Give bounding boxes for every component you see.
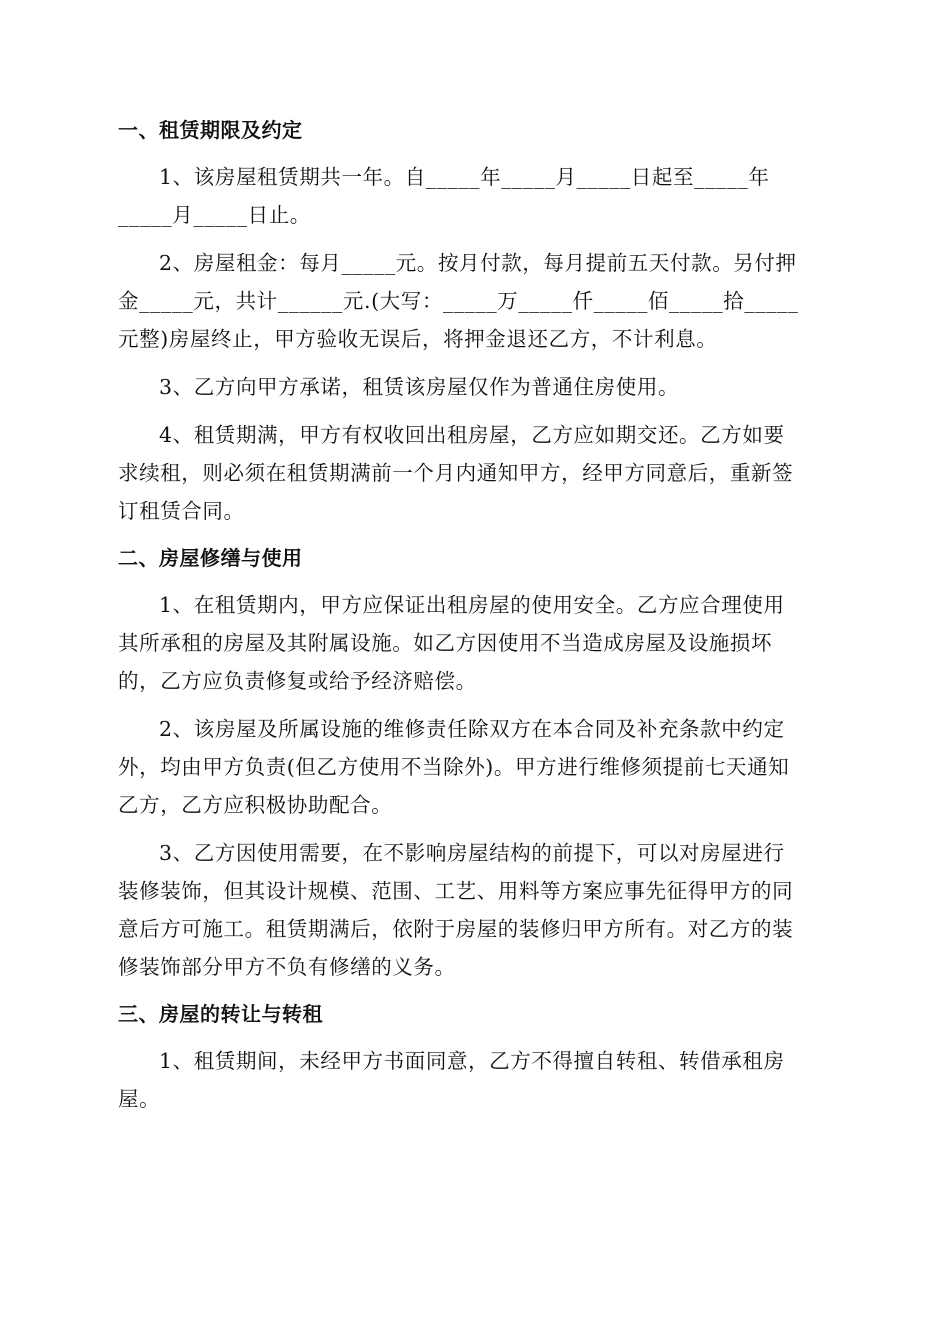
paragraph-line: 的，乙方应负责修复或给予经济赔偿。 (118, 669, 477, 693)
paragraph-line: _____月_____日止。 (118, 203, 311, 227)
paragraph-line: 屋。 (118, 1087, 161, 1111)
paragraph (118, 1042, 832, 1118)
paragraph-line: 3、乙方向甲方承诺，租赁该房屋仅作为普通住房使用。 (159, 375, 680, 399)
paragraph-line: 3、乙方因使用需要，在不影响房屋结构的前提下，可以对房屋进行 (159, 841, 785, 865)
document-body (118, 112, 832, 1128)
paragraph-line: 外，均由甲方负责(但乙方使用不当除外)。甲方进行维修须提前七天通知 (118, 755, 790, 779)
paragraph-line: 订租赁合同。 (118, 499, 245, 523)
section-heading: 二、房屋修缮与使用 (118, 546, 303, 570)
paragraph (118, 416, 832, 530)
paragraph (118, 710, 832, 824)
paragraph-line: 求续租，则必须在租赁期满前一个月内通知甲方，经甲方同意后，重新签 (118, 461, 794, 485)
paragraph-line: 其所承租的房屋及其附属设施。如乙方因使用不当造成房屋及设施损坏 (118, 631, 773, 655)
paragraph-line: 金_____元，共计______元.(大写：_____万_____仟_____佰_____拾_____ (118, 289, 799, 313)
paragraph (118, 586, 832, 700)
paragraph-line: 1、租赁期间，未经甲方书面同意，乙方不得擅自转租、转借承租房 (159, 1049, 785, 1073)
section-transfer-and-sublease (118, 996, 832, 1118)
paragraph (118, 368, 832, 406)
section-repair-and-use (118, 540, 832, 986)
paragraph-line: 2、该房屋及所属设施的维修责任除双方在本合同及补充条款中约定 (159, 717, 785, 741)
paragraph-line: 修装饰部分甲方不负有修缮的义务。 (118, 955, 456, 979)
section-heading: 三、房屋的转让与转租 (118, 1002, 323, 1026)
paragraph-line: 装修装饰，但其设计规模、范围、工艺、用料等方案应事先征得甲方的同 (118, 879, 794, 903)
paragraph-line: 意后方可施工。租赁期满后，依附于房屋的装修归甲方所有。对乙方的装 (118, 917, 794, 941)
paragraph-line: 2、房屋租金：每月_____元。按月付款，每月提前五天付款。另付押 (159, 251, 797, 275)
section-lease-term (118, 112, 832, 530)
paragraph-line: 元整)房屋终止，甲方验收无误后，将押金退还乙方，不计利息。 (118, 327, 718, 351)
paragraph (118, 158, 832, 234)
paragraph (118, 834, 832, 986)
paragraph-line: 1、在租赁期内，甲方应保证出租房屋的使用安全。乙方应合理使用 (159, 593, 785, 617)
paragraph (118, 244, 832, 358)
paragraph-line: 4、租赁期满，甲方有权收回出租房屋，乙方应如期交还。乙方如要 (159, 423, 785, 447)
paragraph-line: 1、该房屋租赁期共一年。自_____年_____月_____日起至_____年 (159, 165, 770, 189)
section-heading: 一、租赁期限及约定 (118, 118, 303, 142)
paragraph-line: 乙方，乙方应积极协助配合。 (118, 793, 393, 817)
